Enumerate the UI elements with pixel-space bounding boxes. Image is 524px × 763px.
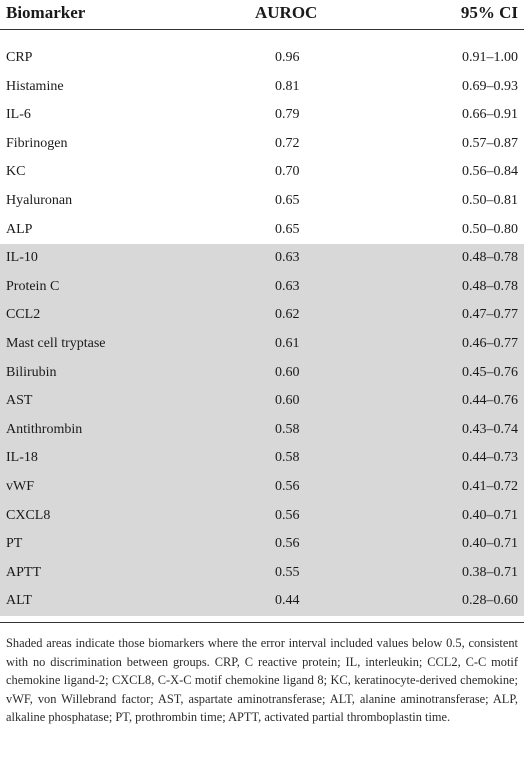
table-row bbox=[0, 130, 524, 159]
cell-biomarker: Protein C bbox=[6, 278, 60, 294]
cell-auroc: 0.96 bbox=[275, 50, 300, 65]
cell-ci: 0.43–0.74 bbox=[462, 421, 518, 437]
header-auroc: AUROC bbox=[255, 3, 318, 22]
table-row bbox=[0, 330, 524, 359]
table-row bbox=[0, 444, 524, 473]
cell-auroc: 0.44 bbox=[275, 593, 300, 609]
cell-biomarker: Mast cell tryptase bbox=[6, 335, 106, 351]
cell-biomarker: IL-6 bbox=[6, 107, 31, 123]
cell-ci: 0.57–0.87 bbox=[462, 135, 518, 151]
table-row bbox=[0, 301, 524, 330]
cell-biomarker: APTT bbox=[6, 564, 41, 580]
cell-biomarker: AST bbox=[6, 393, 33, 409]
cell-ci: 0.50–0.80 bbox=[462, 221, 518, 237]
table-row bbox=[0, 273, 524, 302]
table-row bbox=[0, 473, 524, 502]
table-bottom-rule bbox=[0, 622, 524, 623]
cell-ci: 0.45–0.76 bbox=[462, 364, 518, 380]
cell-biomarker: Histamine bbox=[6, 78, 64, 94]
cell-ci: 0.91–1.00 bbox=[462, 50, 518, 65]
cell-auroc: 0.72 bbox=[275, 135, 300, 151]
cell-biomarker: IL-10 bbox=[6, 250, 38, 266]
cell-auroc: 0.62 bbox=[275, 307, 300, 323]
cell-biomarker: CRP bbox=[6, 50, 33, 65]
cell-auroc: 0.63 bbox=[275, 250, 300, 266]
table-row bbox=[0, 101, 524, 130]
cell-biomarker: Fibrinogen bbox=[6, 135, 68, 151]
cell-auroc: 0.56 bbox=[275, 507, 300, 523]
cell-biomarker: PT bbox=[6, 536, 23, 552]
cell-ci: 0.50–0.81 bbox=[462, 192, 518, 208]
table-row bbox=[0, 530, 524, 559]
cell-ci: 0.41–0.72 bbox=[462, 478, 518, 494]
cell-auroc: 0.55 bbox=[275, 564, 300, 580]
cell-auroc: 0.56 bbox=[275, 478, 300, 494]
table-row bbox=[0, 359, 524, 388]
table-row bbox=[0, 44, 524, 73]
cell-auroc: 0.60 bbox=[275, 393, 300, 409]
cell-biomarker: KC bbox=[6, 164, 26, 180]
cell-auroc: 0.79 bbox=[275, 107, 300, 123]
table-footnote: Shaded areas indicate those biomarkers where the error interval included values below 0.5, consistent with no discrimination between groups. CRP, C reactive protein; IL, interleukin; CCL2, C-C motif chemokine ligand-2; CXCL8, C-X-C motif chemokine ligand 8; KC, keratinocyte-derived chemokine; vWF, von Willebrand factor; AST, aspartate aminotransferase; ALT, alanine aminotransferase; ALP, alkaline phosphatase; PT, prothrombin time; APTT, activated partial thromboplastin time. bbox=[6, 636, 518, 725]
cell-ci: 0.66–0.91 bbox=[462, 107, 518, 123]
table-row bbox=[0, 559, 524, 588]
cell-biomarker: Hyaluronan bbox=[6, 192, 73, 208]
cell-biomarker: IL-18 bbox=[6, 450, 38, 466]
cell-auroc: 0.56 bbox=[275, 536, 300, 552]
cell-auroc: 0.81 bbox=[275, 78, 300, 94]
cell-ci: 0.48–0.78 bbox=[462, 250, 518, 266]
table-row bbox=[0, 244, 524, 273]
cell-ci: 0.46–0.77 bbox=[462, 335, 518, 351]
cell-auroc: 0.60 bbox=[275, 364, 300, 380]
cell-biomarker: ALP bbox=[6, 221, 33, 237]
cell-auroc: 0.65 bbox=[275, 192, 300, 208]
cell-biomarker: Antithrombin bbox=[6, 421, 83, 437]
table-row bbox=[0, 587, 524, 616]
table-row bbox=[0, 387, 524, 416]
table-row bbox=[0, 416, 524, 445]
table-row bbox=[0, 73, 524, 102]
cell-ci: 0.48–0.78 bbox=[462, 278, 518, 294]
table-row bbox=[0, 216, 524, 245]
cell-ci: 0.44–0.73 bbox=[462, 450, 518, 466]
table-row bbox=[0, 502, 524, 531]
header-ci: 95% CI bbox=[460, 3, 518, 22]
table-body bbox=[0, 44, 524, 616]
cell-ci: 0.44–0.76 bbox=[462, 393, 518, 409]
cell-biomarker: CCL2 bbox=[6, 307, 41, 323]
cell-biomarker: ALT bbox=[6, 593, 32, 609]
cell-ci: 0.56–0.84 bbox=[462, 164, 518, 180]
cell-biomarker: Bilirubin bbox=[6, 364, 57, 380]
cell-ci: 0.40–0.71 bbox=[462, 507, 518, 523]
cell-ci: 0.69–0.93 bbox=[462, 78, 518, 94]
cell-auroc: 0.58 bbox=[275, 450, 300, 466]
cell-ci: 0.28–0.60 bbox=[462, 593, 518, 609]
cell-auroc: 0.63 bbox=[275, 278, 300, 294]
table-row bbox=[0, 187, 524, 216]
cell-biomarker: vWF bbox=[6, 478, 34, 494]
cell-ci: 0.47–0.77 bbox=[462, 307, 518, 323]
cell-auroc: 0.65 bbox=[275, 221, 300, 237]
header-biomarker: Biomarker bbox=[6, 3, 86, 22]
cell-auroc: 0.58 bbox=[275, 421, 300, 437]
cell-ci: 0.40–0.71 bbox=[462, 536, 518, 552]
table-header bbox=[0, 0, 524, 30]
cell-biomarker: CXCL8 bbox=[6, 507, 51, 523]
cell-ci: 0.38–0.71 bbox=[462, 564, 518, 580]
table-row bbox=[0, 158, 524, 187]
cell-auroc: 0.61 bbox=[275, 335, 300, 351]
cell-auroc: 0.70 bbox=[275, 164, 300, 180]
